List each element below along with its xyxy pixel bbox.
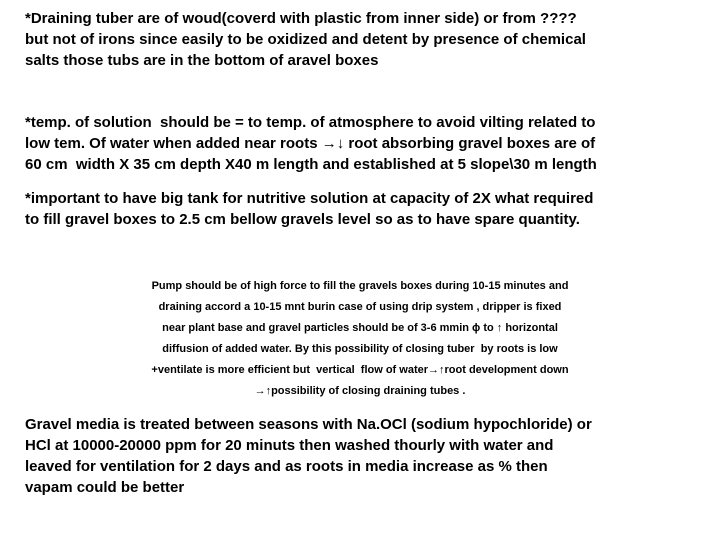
text-line: Pump should be of high force to fill the gravels boxes during 10-15 minutes and — [151, 280, 569, 292]
text-line: salts those tubs are in the bottom of aravel boxes — [25, 52, 379, 69]
paragraph-draining-tubes — [25, 8, 586, 71]
text-line: +ventilate is more efficient but vertical flow of water→↑root development down — [151, 364, 569, 376]
paragraph-solution-temperature — [25, 112, 597, 175]
paragraph-pump — [0, 276, 720, 402]
text-line: HCl at 10000-20000 ppm for 20 minuts then washed thourly with water and — [25, 437, 554, 454]
text-line: *Draining tuber are of woud(coverd with plastic from inner side) or from ???? — [25, 10, 577, 27]
text-line: but not of irons since easily to be oxidized and detent by presence of chemical — [25, 31, 586, 48]
text-line: low tem. Of water when added near roots →↓ root absorbing gravel boxes are of — [25, 135, 596, 152]
text-line: diffusion of added water. By this possibility of closing tuber by roots is low — [162, 343, 558, 355]
text-line: →↑possibility of closing draining tubes . — [254, 385, 466, 397]
text-line: *important to have big tank for nutritive solution at capacity of 2X what required — [25, 190, 594, 207]
text-line: near plant base and gravel particles should be of 3-6 mmin ɸ to ↑ horizontal — [162, 322, 558, 334]
text-line: draining accord a 10-15 mnt burin case of using drip system , dripper is fixed — [158, 301, 562, 313]
text-line: Gravel media is treated between seasons with Na.OCl (sodium hypochloride) or — [25, 416, 592, 433]
text-line: to fill gravel boxes to 2.5 cm bellow gravels level so as to have spare quantity. — [25, 211, 580, 228]
text-line: *temp. of solution should be = to temp. of atmosphere to avoid vilting related to — [25, 114, 596, 131]
paragraph-tank-capacity — [25, 188, 593, 230]
text-line: leaved for ventilation for 2 days and as roots in media increase as % then — [25, 458, 548, 475]
text-line: vapam could be better — [25, 479, 185, 496]
paragraph-gravel-media — [25, 414, 592, 498]
text-line: 60 cm width X 35 cm depth X40 m length and established at 5 slope\30 m length — [25, 156, 597, 173]
